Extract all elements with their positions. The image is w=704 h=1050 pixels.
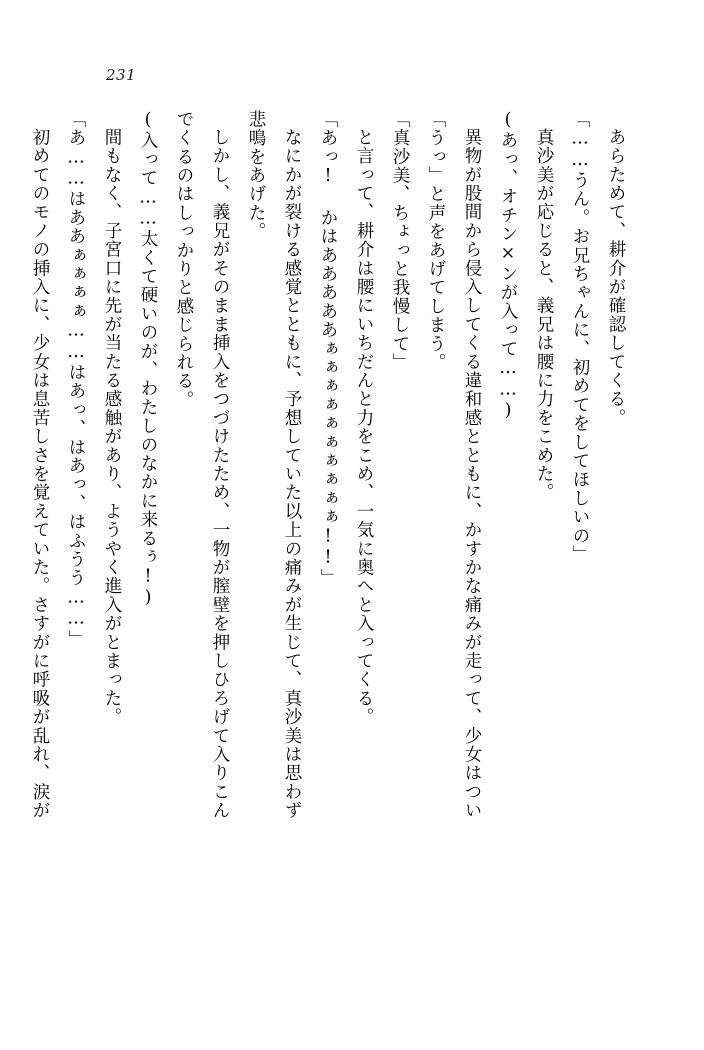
paragraph: 「あ……はああぁぁぁぁ……はあっ、はあっ、はふうう……」 xyxy=(66,110,86,649)
paragraph: しかし、義兄がそのまま挿入をつづけたため、一物が膣壁を押しひろげて入りこん xyxy=(210,127,230,820)
paragraph: 異物が股間から侵入してくる違和感とともに、かすかな痛みが走って、少女はつい xyxy=(462,127,482,820)
paragraph: 悲鳴をあげた。 xyxy=(246,110,266,241)
paragraph: 「……うん。お兄ちゃんに、初めてをしてほしいの」 xyxy=(570,110,590,564)
paragraph: 間もなく、子宮口に先が当たる感触があり、ようやく進入がとまった。 xyxy=(102,127,122,726)
paragraph: あらためて、耕介が確認してくる。 xyxy=(606,127,626,427)
paragraph: でくるのはしっかりと感じられる。 xyxy=(174,110,194,410)
paragraph: (あっ、オチン×ンが入って……) xyxy=(498,110,518,422)
page-body-text xyxy=(30,110,634,980)
paragraph: なにかが裂ける感覚とともに、予想していた以上の痛みが生じて、真沙美は思わず xyxy=(282,127,302,820)
paragraph: 「真沙美、ちょっと我慢して」 xyxy=(390,110,410,372)
paragraph: 初めてのモノの挿入に、少女は息苦しさを覚えていた。さすがに呼吸が乱れ、涙が xyxy=(30,127,50,820)
paragraph: 「あっ! かはあああああぁぁぁぁぁぁぁぁぁぁ!!」 xyxy=(318,110,338,588)
page-number: 231 xyxy=(106,66,137,84)
paragraph: 「うっ」と声をあげてしまう。 xyxy=(426,110,446,372)
paragraph: (入って……太くて硬いのが、わたしのなかに来るぅ!) xyxy=(138,110,158,609)
paragraph: と言って、耕介は腰にいちだんと力をこめ、一気に奥へと入ってくる。 xyxy=(354,127,374,726)
paragraph: 真沙美が応じると、義兄は腰に力をこめた。 xyxy=(534,127,554,502)
